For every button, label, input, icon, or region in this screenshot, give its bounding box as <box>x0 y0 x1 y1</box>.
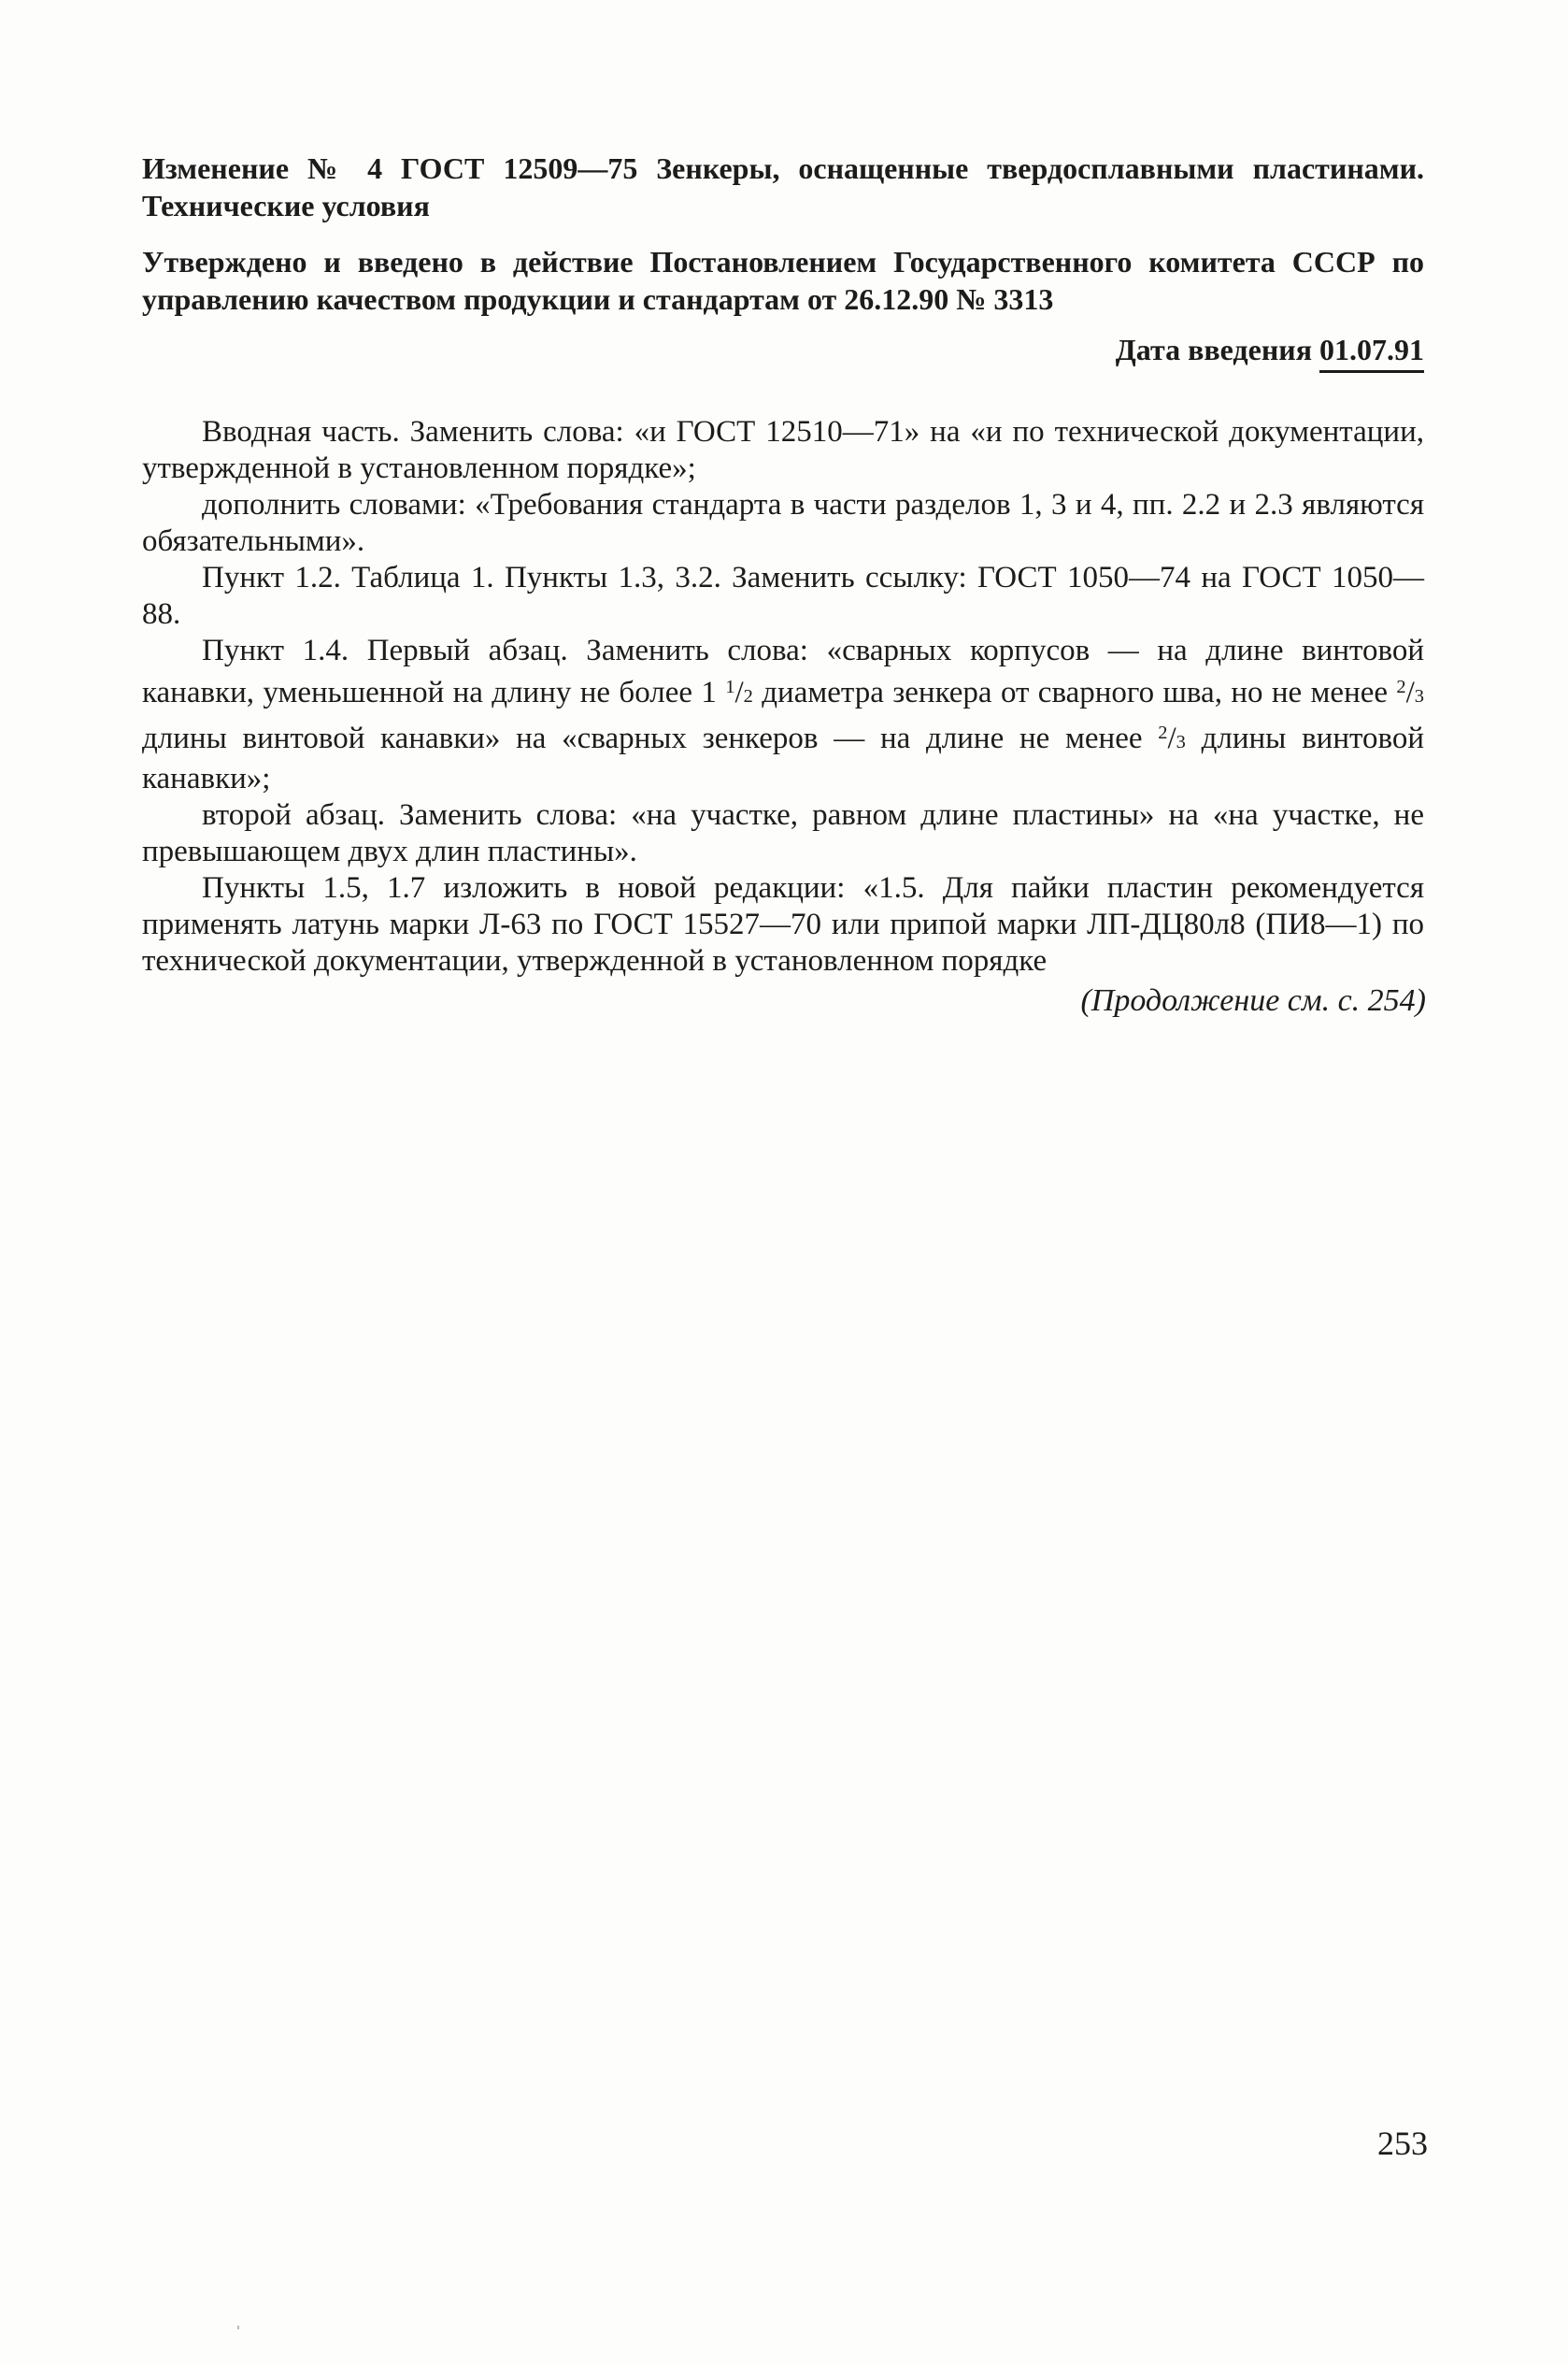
item-1-4-text-a: Пункт 1.4. Первый абзац. Заменить слова: «сварных корпусов — на длине винтовой канавки, уменьшенной на длину не более 1 <box>142 634 1424 710</box>
fraction-denominator: 3 <box>1414 686 1424 708</box>
amendment-title: Изменение № 4 ГОСТ 12509—75 Зенкеры, оснащенные твердосплавными пластинами. Технические условия <box>142 151 1424 222</box>
item-1-4-text-c: длины винтовой канавки» на «сварных зенкеров — на длине не менее <box>142 722 1159 756</box>
continuation-note: (Продолжение см. с. 254) <box>1080 983 1426 1018</box>
paragraph-item-1-4: Пункт 1.4. Первый абзац. Заменить слова: «сварных корпусов — на длине винтовой канавки, уменьшенной на длину не более 1 $^1$/2 диаметра зенкера от сварного шва, но не менее $^2$/3 длины винтовой канавки» на «сварных зенкеров — на длине не менее $^2$/3 длины винтовой канавки»; <box>142 634 1424 796</box>
page-number: 253 <box>1377 2125 1428 2162</box>
document-content <box>142 150 1424 980</box>
paragraph-second-abzac: второй абзац. Заменить слова: «на участке, равном длине пластины» на «на участке, не превышающем двух длин пластины». <box>142 798 1424 869</box>
amendment-body <box>142 414 1424 980</box>
fraction-numerator: 2 <box>1396 677 1406 697</box>
fraction-numerator: 1 <box>725 677 735 697</box>
paragraph-intro: Вводная часть. Заменить слова: «и ГОСТ 12510—71» на «и по технической документации, утвержденной в установленном порядке»; <box>142 415 1424 485</box>
fraction-denominator: 2 <box>743 686 753 708</box>
fraction-denominator: 3 <box>1176 732 1186 753</box>
paragraph-items-1-5-1-7: Пункты 1.5, 1.7 изложить в новой редакции: «1.5. Для пайки пластин рекомендуется применять латунь марки Л-63 по ГОСТ 15527—70 или припой марки ЛП-ДЦ80л8 (ПИ8—1) по технической документации, утвержденной в установленном порядке <box>142 871 1424 979</box>
effective-date <box>142 331 1424 373</box>
item-1-4-text-b: диаметра зенкера от сварного шва, но не менее <box>752 676 1397 710</box>
fraction-numerator: 2 <box>1158 723 1168 744</box>
approval-statement: Утверждено и введено в действие Постановлением Государственного комитета СССР по управлению качеством продукции и стандартам от 26.12.90 № 3313 <box>142 245 1424 316</box>
scan-speck <box>237 2326 239 2329</box>
effective-date-value: 01.07.91 <box>1319 331 1424 373</box>
paragraph-item-1-2: Пункт 1.2. Таблица 1. Пункты 1.3, 3.2. Заменить ссылку: ГОСТ 1050—74 на ГОСТ 1050—88. <box>142 561 1424 631</box>
item-1-4-text-d: длины винтовой канавки»; <box>142 722 1424 796</box>
paragraph-addition: дополнить словами: «Требования стандарта в части разделов 1, 3 и 4, пп. 2.2 и 2.3 являются обязательными». <box>142 488 1424 558</box>
effective-date-label: Дата введения <box>1115 333 1312 366</box>
